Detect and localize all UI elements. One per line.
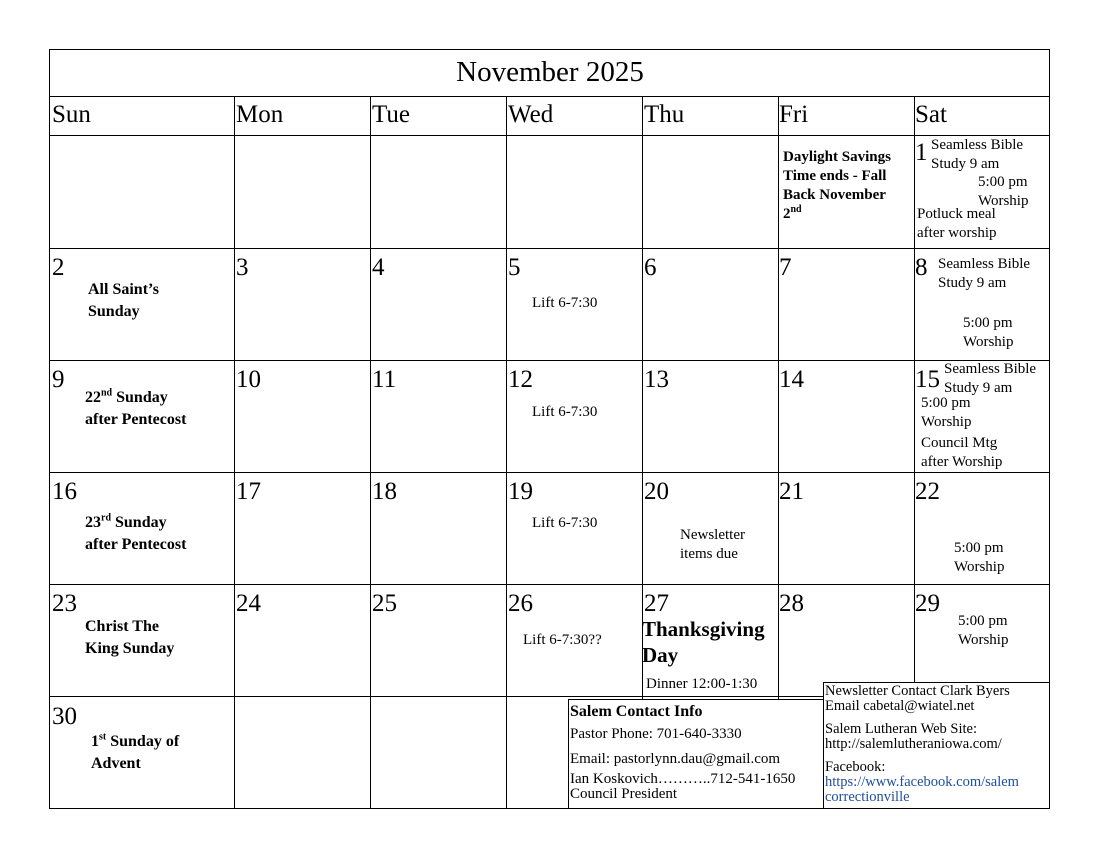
day-number: 12: [508, 366, 533, 393]
weekday-header: Sun: [52, 101, 91, 128]
council-title: Council President: [570, 786, 678, 802]
event-daylight-savings: [783, 148, 891, 224]
grid-line: [50, 248, 1050, 249]
day-number: 15: [915, 366, 940, 393]
event-line: Advent: [91, 755, 141, 772]
facebook-link[interactable]: https://www.facebook.com/salem: [825, 774, 1019, 790]
day-number: 23: [52, 590, 77, 617]
event-22nd-sunday: [85, 387, 186, 431]
grid-line: [50, 472, 1050, 473]
pastor-phone: Pastor Phone: 701-640-3330: [570, 726, 742, 742]
event-line: 5:00 pm: [958, 613, 1008, 629]
event-thanksgiving: [642, 616, 765, 668]
day-number: 14: [779, 366, 804, 393]
event-line: 1st Sunday of: [91, 731, 180, 750]
day-number: 18: [372, 478, 397, 505]
day-number: 2: [52, 254, 65, 281]
event-line: 5:00 pm: [978, 174, 1028, 190]
event-23rd-sunday: [85, 512, 186, 556]
day-number: 9: [52, 366, 65, 393]
weekday-header: Mon: [236, 101, 284, 128]
grid-line: [50, 360, 1050, 361]
event-dinner: Dinner 12:00-1:30: [646, 676, 758, 692]
event-line: Daylight Savings: [783, 149, 891, 165]
weekday-header: Sat: [915, 101, 947, 128]
event-line: Newsletter: [680, 527, 745, 543]
event-council-meeting: [921, 434, 1002, 472]
council-phone: Ian Koskovich………..712-541-1650: [570, 771, 796, 787]
event-bible-study: [944, 360, 1036, 398]
day-number: 26: [508, 590, 533, 617]
grid-line: [50, 96, 1050, 97]
event-line: after Worship: [921, 454, 1003, 470]
weekday-header: Tue: [372, 101, 410, 128]
event-line: Study 9 am: [931, 156, 1000, 172]
event-advent-sunday: [91, 731, 179, 775]
day-number: 8: [915, 254, 928, 281]
event-line: King Sunday: [85, 640, 175, 657]
grid-line: [50, 135, 1050, 136]
event-line: Worship: [963, 334, 1014, 350]
day-number: 16: [52, 478, 77, 505]
grid-line: [234, 96, 235, 809]
day-number: 22: [915, 478, 940, 505]
event-line: after Pentecost: [85, 536, 187, 553]
grid-line: [506, 96, 507, 809]
event-line: Worship: [921, 414, 972, 430]
event-line: Study 9 am: [944, 380, 1013, 396]
newsletter-details: [825, 684, 1019, 805]
event-bible-study: [931, 136, 1023, 174]
event-line: Time ends - Fall: [783, 168, 887, 184]
event-line: after Pentecost: [85, 411, 187, 428]
calendar-title: November 2025: [456, 56, 644, 88]
event-all-saints: [88, 279, 159, 323]
event-lift: Lift 6-7:30: [532, 515, 598, 531]
council-president-contact: [570, 772, 795, 802]
grid-line: [370, 96, 371, 809]
day-number: 28: [779, 590, 804, 617]
event-line: 23rd Sunday: [85, 512, 167, 531]
weekday-header: Wed: [508, 101, 554, 128]
day-number: 11: [372, 366, 397, 393]
event-line: Day: [642, 643, 679, 667]
day-number: 17: [236, 478, 261, 505]
day-number: 1: [915, 139, 928, 166]
day-number: 5: [508, 254, 521, 281]
day-number: 30: [52, 703, 77, 730]
event-line: Potluck meal: [917, 206, 996, 222]
event-line: Worship: [958, 632, 1009, 648]
event-line: items due: [680, 546, 738, 562]
contact-heading: Salem Contact Info: [570, 703, 703, 720]
event-line: 2nd: [783, 204, 802, 222]
website-url[interactable]: http://salemlutheraniowa.com/: [825, 736, 1002, 752]
event-line: Back November: [783, 187, 886, 203]
event-line: Christ The: [85, 618, 159, 635]
event-lift: Lift 6-7:30: [532, 404, 598, 420]
event-line: Study 9 am: [938, 275, 1007, 291]
newsletter-contact: Newsletter Contact Clark Byers: [825, 683, 1010, 699]
event-lift: Lift 6-7:30??: [523, 632, 602, 648]
event-worship: [921, 394, 971, 432]
pastor-email: Email: pastorlynn.dau@gmail.com: [570, 751, 781, 767]
day-number: 20: [644, 478, 669, 505]
contact-info-box: [568, 699, 824, 809]
facebook-link[interactable]: correctionville: [825, 789, 910, 805]
event-worship: [958, 612, 1008, 650]
website-label: Salem Lutheran Web Site:: [825, 721, 977, 737]
day-number: 29: [915, 590, 940, 617]
event-line: after worship: [917, 225, 997, 241]
day-number: 21: [779, 478, 804, 505]
event-line: Worship: [954, 559, 1005, 575]
event-line: 5:00 pm: [921, 395, 971, 411]
event-newsletter-due: [680, 526, 745, 564]
event-line: Worship: [978, 193, 1029, 209]
day-number: 10: [236, 366, 261, 393]
event-worship: [954, 539, 1004, 577]
newsletter-box: [823, 682, 1050, 809]
event-line: Council Mtg: [921, 435, 998, 451]
event-line: Thanksgiving: [642, 617, 765, 641]
event-potluck: [917, 205, 997, 243]
day-number: 24: [236, 590, 261, 617]
grid-line: [50, 584, 1050, 585]
newsletter-email: Email cabetal@wiatel.net: [825, 698, 975, 714]
event-line: 5:00 pm: [963, 315, 1013, 331]
day-number: 13: [644, 366, 669, 393]
event-worship: [963, 314, 1013, 352]
event-line: Seamless Bible: [944, 361, 1037, 377]
event-bible-study: [938, 255, 1030, 293]
day-number: 7: [779, 254, 792, 281]
event-line: 22nd Sunday: [85, 387, 168, 406]
event-line: All Saint’s: [88, 281, 159, 298]
day-number: 25: [372, 590, 397, 617]
day-number: 6: [644, 254, 657, 281]
weekday-header: Thu: [644, 101, 685, 128]
event-line: 5:00 pm: [954, 540, 1004, 556]
day-number: 27: [644, 590, 669, 617]
day-number: 4: [372, 254, 385, 281]
event-line: Seamless Bible: [931, 137, 1024, 153]
event-line: Sunday: [88, 303, 140, 320]
day-number: 3: [236, 254, 249, 281]
event-lift: Lift 6-7:30: [532, 295, 598, 311]
event-line: Seamless Bible: [938, 256, 1031, 272]
event-christ-the-king: [85, 616, 174, 660]
weekday-header: Fri: [779, 101, 809, 128]
day-number: 19: [508, 478, 533, 505]
facebook-label: Facebook:: [825, 759, 886, 775]
